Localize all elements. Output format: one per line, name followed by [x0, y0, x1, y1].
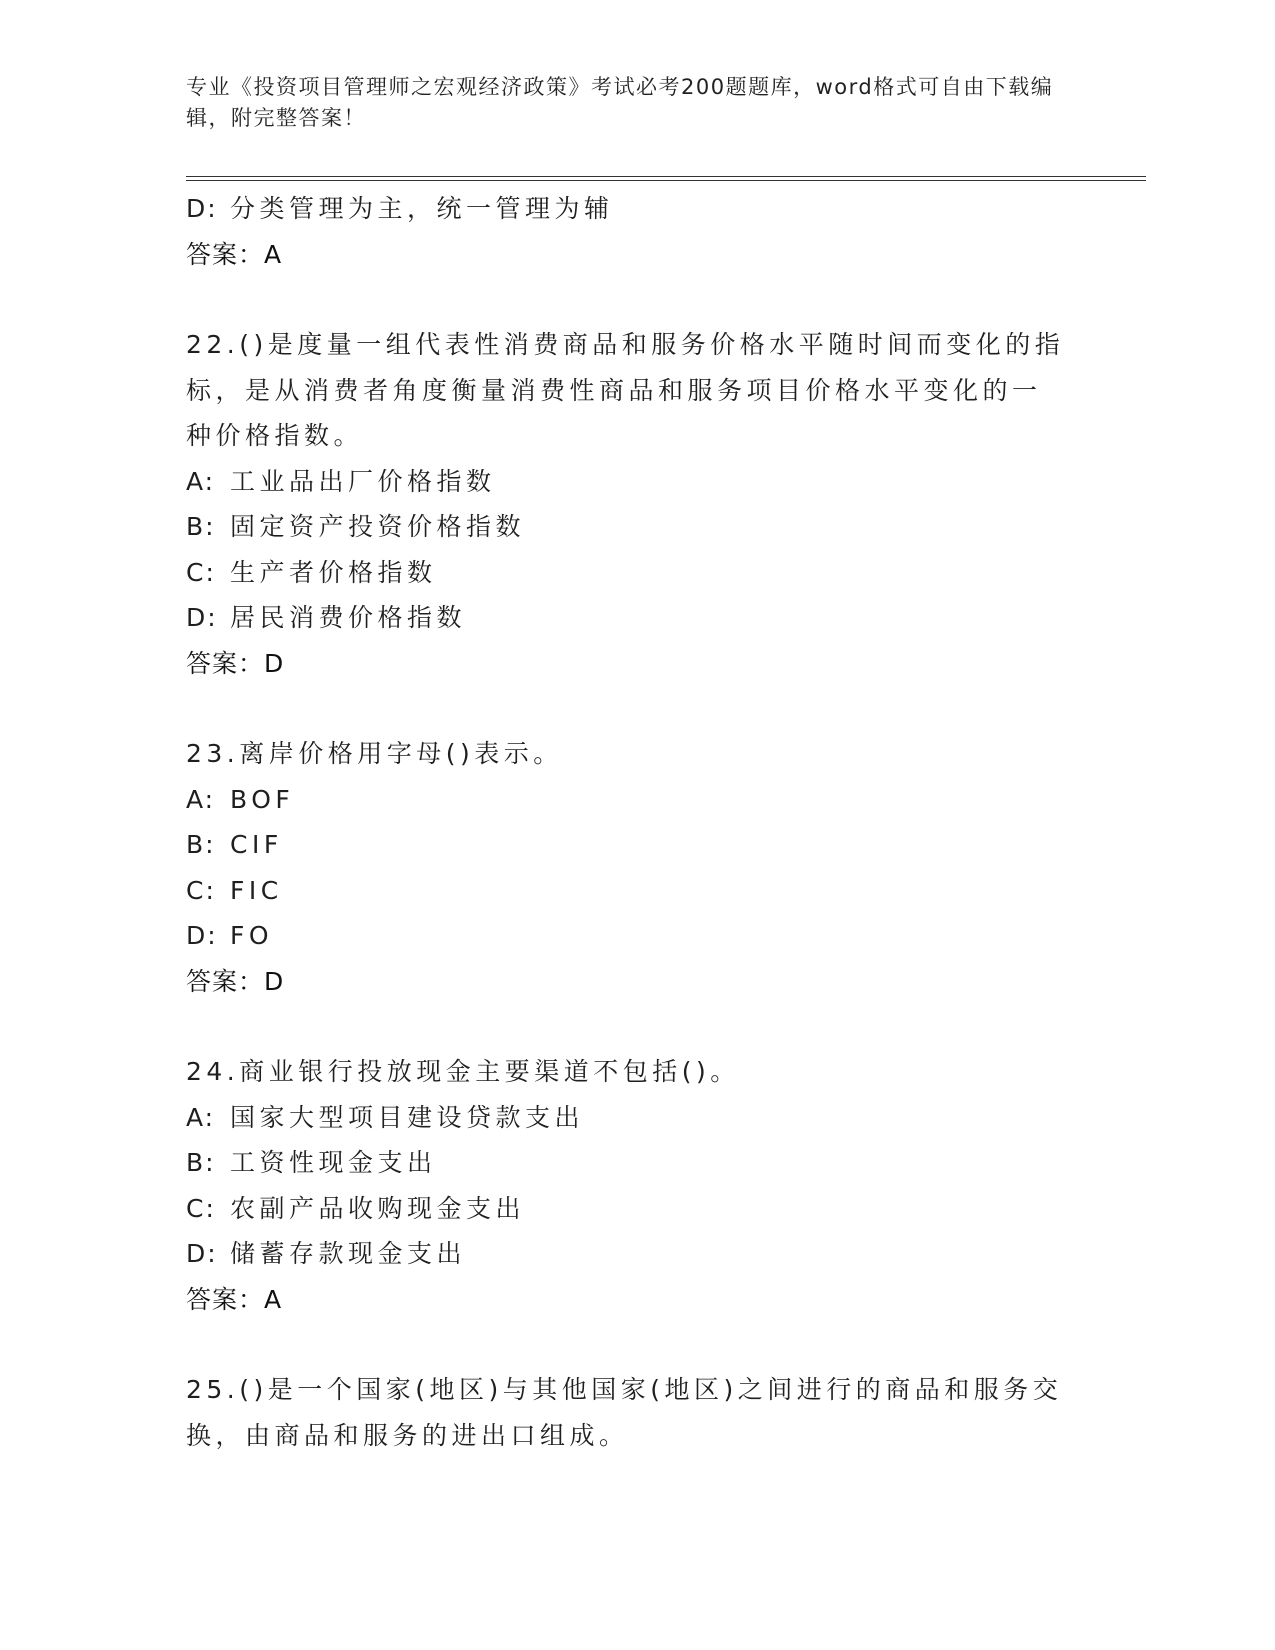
option-key: B:: [186, 512, 216, 541]
question-22: [186, 322, 1086, 686]
option-c: [186, 1186, 1086, 1232]
option-b: [186, 822, 1086, 868]
header-divider-bottom: [186, 180, 1146, 181]
option-text: CIF: [230, 830, 283, 859]
option-d: [186, 595, 1086, 641]
question-23: [186, 731, 1086, 1004]
option-b: [186, 1140, 1086, 1186]
option-key: C:: [186, 875, 216, 905]
option-text: 工业品出厂价格指数: [230, 466, 496, 496]
option-key: B:: [186, 1148, 216, 1177]
option-key: D:: [186, 194, 218, 223]
option-key: A:: [186, 784, 216, 814]
question-25: [186, 1367, 1086, 1458]
prev-option-d: [186, 186, 1086, 232]
option-key: D:: [186, 1239, 218, 1268]
option-key: A:: [186, 1102, 216, 1132]
option-b: [186, 504, 1086, 550]
spacer: [186, 686, 1086, 731]
option-text: FIC: [230, 875, 283, 905]
option-text: FO: [230, 921, 274, 950]
option-a: [186, 777, 1086, 823]
prev-answer: 答案：A: [186, 239, 283, 269]
option-c: [186, 868, 1086, 914]
option-text: 储蓄存款现金支出: [230, 1239, 467, 1268]
option-key: D:: [186, 921, 218, 950]
option-key: D:: [186, 603, 218, 632]
option-d: [186, 1231, 1086, 1277]
option-text: 固定资产投资价格指数: [230, 512, 526, 541]
answer: 答案：A: [186, 1284, 283, 1314]
option-text: 居民消费价格指数: [230, 603, 467, 632]
option-text: 国家大型项目建设贷款支出: [230, 1102, 585, 1132]
option-key: A:: [186, 466, 216, 496]
page-header: 专业《投资项目管理师之宏观经济政策》考试必考200题题库，word格式可自由下载编辑，附完整答案！: [186, 75, 1054, 130]
question-stem: 24.商业银行投放现金主要渠道不包括()。: [186, 1057, 740, 1086]
option-key: B:: [186, 830, 216, 859]
option-a: [186, 1095, 1086, 1141]
spacer: [186, 1004, 1086, 1049]
answer: 答案：D: [186, 966, 285, 996]
header-divider-top: [186, 176, 1146, 177]
spacer: [186, 277, 1086, 322]
option-text: BOF: [230, 784, 295, 814]
option-d: [186, 913, 1086, 959]
option-a: [186, 459, 1086, 505]
answer: 答案：D: [186, 648, 285, 678]
spacer: [186, 1322, 1086, 1367]
option-key: C:: [186, 1193, 216, 1223]
option-key: C:: [186, 557, 216, 587]
option-text: 农副产品收购现金支出: [230, 1193, 526, 1223]
option-text: 分类管理为主，统一管理为辅: [230, 194, 614, 223]
option-text: 工资性现金支出: [230, 1148, 437, 1177]
question-stem: 25.()是一个国家(地区)与其他国家(地区)之间进行的商品和服务交换，由商品和服务的进出口组成。: [186, 1375, 1063, 1450]
option-text: 生产者价格指数: [230, 557, 437, 587]
question-stem: 22.()是度量一组代表性消费商品和服务价格水平随时间而变化的指标，是从消费者角度衡量消费性商品和服务项目价格水平变化的一种价格指数。: [186, 330, 1065, 450]
question-list: [186, 186, 1086, 1458]
question-24: [186, 1049, 1086, 1322]
question-stem: 23.离岸价格用字母()表示。: [186, 739, 563, 768]
option-c: [186, 550, 1086, 596]
